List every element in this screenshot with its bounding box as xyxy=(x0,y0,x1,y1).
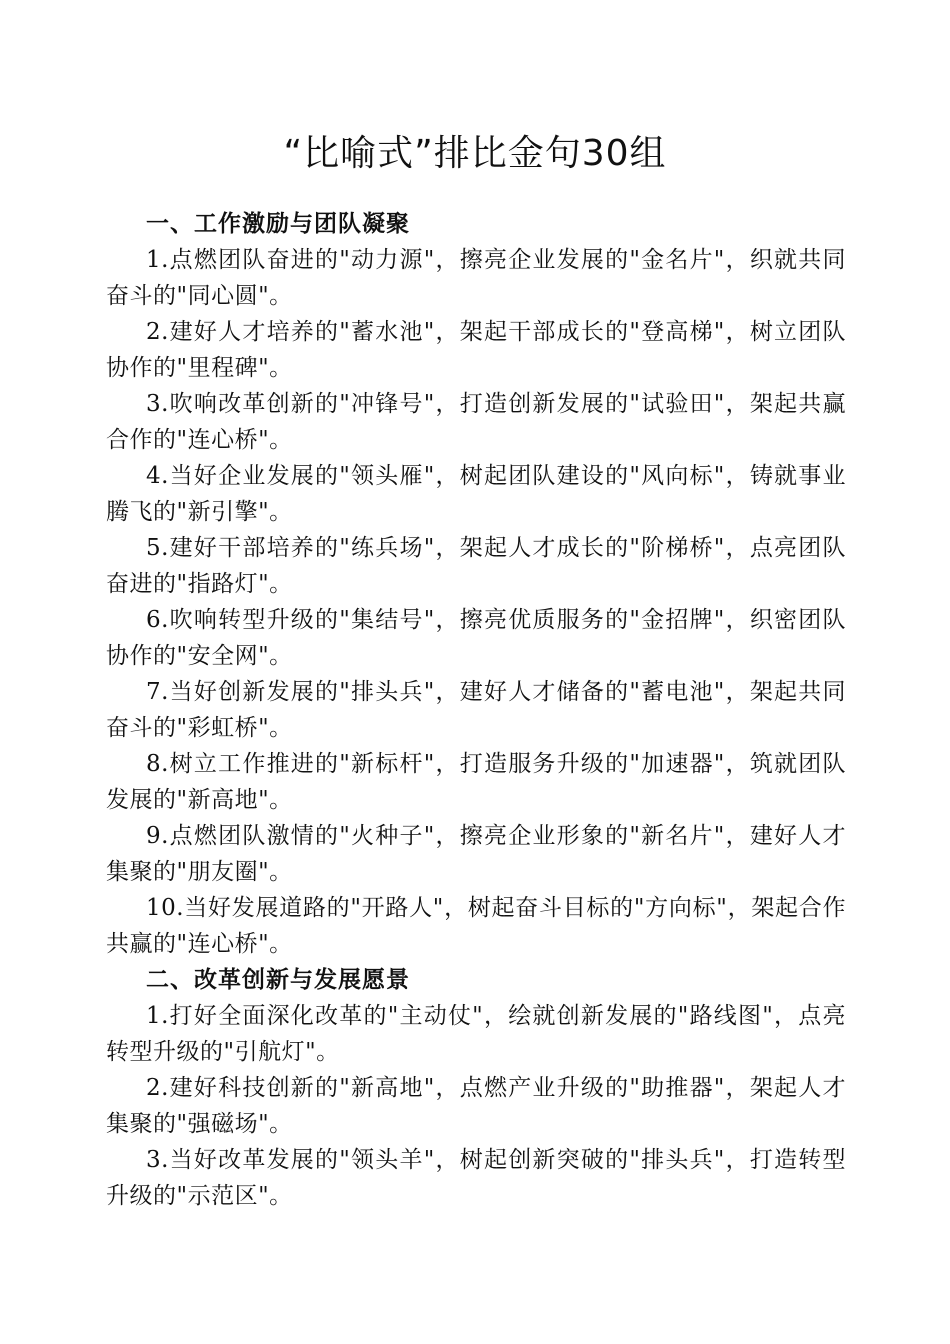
section-heading: 二、改革创新与发展愿景 xyxy=(146,967,410,993)
list-item: 7.当好创新发展的"排头兵"，建好人才储备的"蓄电池"，架起共同奋斗的"彩虹桥"。 xyxy=(106,679,846,741)
section-work-motivation xyxy=(106,206,846,962)
document-title: “比喻式”排比金句30组 xyxy=(283,133,667,174)
list-item: 3.当好改革发展的"领头羊"，树起创新突破的"排头兵"，打造转型升级的"示范区"。 xyxy=(106,1147,846,1209)
list-item: 9.点燃团队激情的"火种子"，擦亮企业形象的"新名片"，建好人才集聚的"朋友圈"。 xyxy=(106,823,846,885)
list-item: 1.打好全面深化改革的"主动仗"，绘就创新发展的"路线图"，点亮转型升级的"引航灯"。 xyxy=(106,1003,846,1065)
list-item: 3.吹响改革创新的"冲锋号"，打造创新发展的"试验田"，架起共赢合作的"连心桥"。 xyxy=(106,391,846,453)
list-item: 10.当好发展道路的"开路人"，树起奋斗目标的"方向标"，架起合作共赢的"连心桥"。 xyxy=(106,895,846,957)
section-heading: 一、工作激励与团队凝聚 xyxy=(146,211,410,237)
section-reform-innovation xyxy=(106,962,846,1214)
list-item: 8.树立工作推进的"新标杆"，打造服务升级的"加速器"，筑就团队发展的"新高地"。 xyxy=(106,751,846,813)
list-item: 6.吹响转型升级的"集结号"，擦亮优质服务的"金招牌"，织密团队协作的"安全网"。 xyxy=(106,607,846,669)
list-item: 1.点燃团队奋进的"动力源"，擦亮企业发展的"金名片"，织就共同奋斗的"同心圆"。 xyxy=(106,247,846,309)
document-body xyxy=(106,206,846,1214)
list-item: 5.建好干部培养的"练兵场"，架起人才成长的"阶梯桥"，点亮团队奋进的"指路灯"。 xyxy=(106,535,846,597)
list-item: 2.建好人才培养的"蓄水池"，架起干部成长的"登高梯"，树立团队协作的"里程碑"。 xyxy=(106,319,846,381)
list-item: 4.当好企业发展的"领头雁"，树起团队建设的"风向标"，铸就事业腾飞的"新引擎"。 xyxy=(106,463,846,525)
list-item: 2.建好科技创新的"新高地"，点燃产业升级的"助推器"，架起人才集聚的"强磁场"。 xyxy=(106,1075,846,1137)
